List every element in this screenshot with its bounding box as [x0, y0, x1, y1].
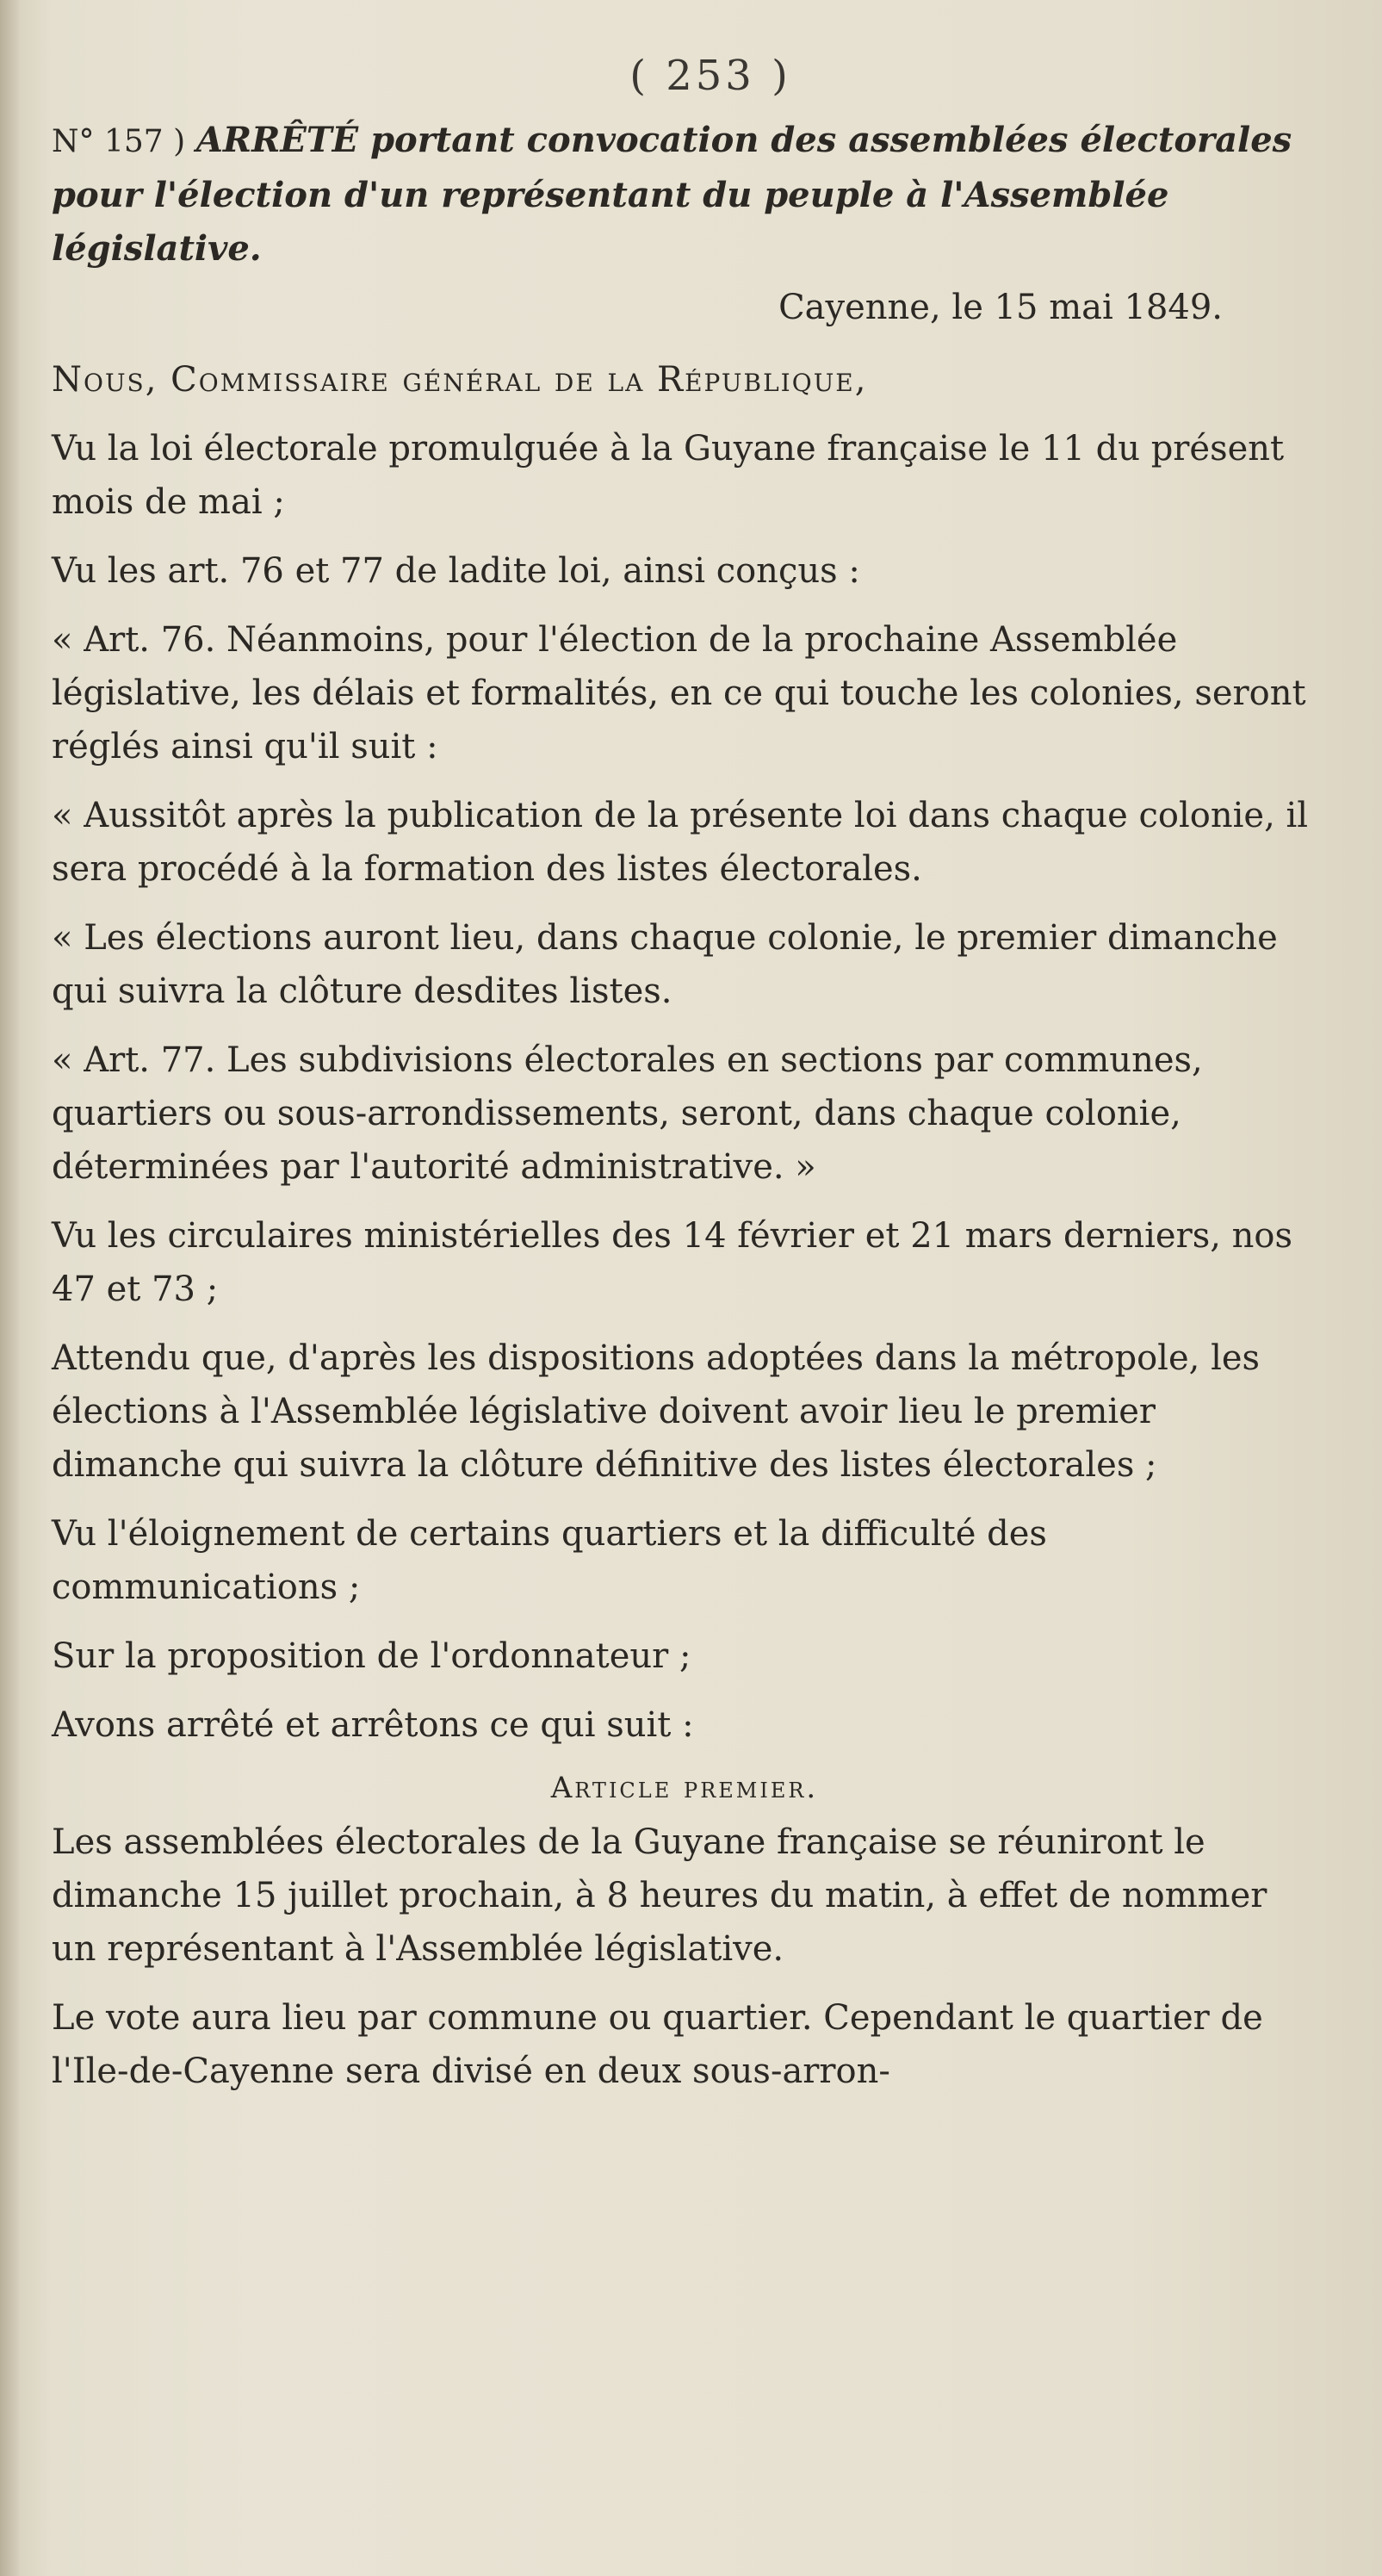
article-paragraph-assemblees: Les assemblées électorales de la Guyane française se réuniront le dimanche 15 juillet prochain, à 8 heures du matin, à effet de nommer un représentant à l'Assemblée législative.: [52, 1822, 1267, 1969]
quote-art-76: « Art. 76. Néanmoins, pour l'élection de la prochaine Assemblée législative, les délais et formalités, en ce qui touche les colonies, seront réglés ainsi qu'il suit :: [52, 620, 1306, 767]
issuer-line: Nous, Commissaire général de la République,: [52, 360, 868, 400]
quote-art-77: « Art. 77. Les subdivisions électorales en sections par communes, quartiers ou sous-arrondissements, seront, dans chaque colonie, déterminées par l'autorité administrative. »: [52, 1040, 1203, 1187]
page-content: [52, 52, 1317, 2098]
quote-elections: « Les élections auront lieu, dans chaque colonie, le premier dimanche qui suivra la clôture desdites listes.: [52, 918, 1278, 1011]
article-title: Article premier.: [550, 1771, 819, 1805]
paragraph-avons-arrete: Avons arrêté et arrêtons ce qui suit :: [52, 1705, 694, 1745]
paragraph-circulaires: Vu les circulaires ministérielles des 14 février et 21 mars derniers, nos 47 et 73 ;: [52, 1216, 1293, 1309]
paragraph-attendu: Attendu que, d'après les dispositions adoptées dans la métropole, les élections à l'Assemblée législative doivent avoir lieu le premier dimanche qui suivra la clôture définitive des listes électorales ;: [52, 1338, 1261, 1485]
paragraph-proposition: Sur la proposition de l'ordonnateur ;: [52, 1636, 691, 1676]
page-gutter: [0, 0, 19, 2576]
paragraph-eloignement: Vu l'éloignement de certains quartiers et la difficulté des communications ;: [52, 1514, 1047, 1607]
article-paragraph-vote: Le vote aura lieu par commune ou quartier. Cependant le quartier de l'Ile-de-Cayenne sera divisé en deux sous-arron-: [52, 1998, 1263, 2091]
paragraph-vu-articles: Vu les art. 76 et 77 de ladite loi, ainsi conçus :: [52, 551, 860, 591]
decree-title: ARRÊTÉ portant convocation des assemblées électorales pour l'élection d'un représentant du peuple à l'Assemblée législative.: [52, 120, 1292, 269]
dateline: Cayenne, le 15 mai 1849.: [778, 288, 1223, 327]
page-number: ( 253 ): [629, 52, 791, 100]
paragraph-vu-loi: Vu la loi électorale promulguée à la Guyane française le 11 du présent mois de mai ;: [52, 429, 1285, 522]
decree-heading: [52, 114, 1317, 276]
quote-listes: « Aussitôt après la publication de la présente loi dans chaque colonie, il sera procédé à la formation des listes électorales.: [52, 796, 1309, 889]
decree-number: N° 157 ): [52, 124, 186, 159]
